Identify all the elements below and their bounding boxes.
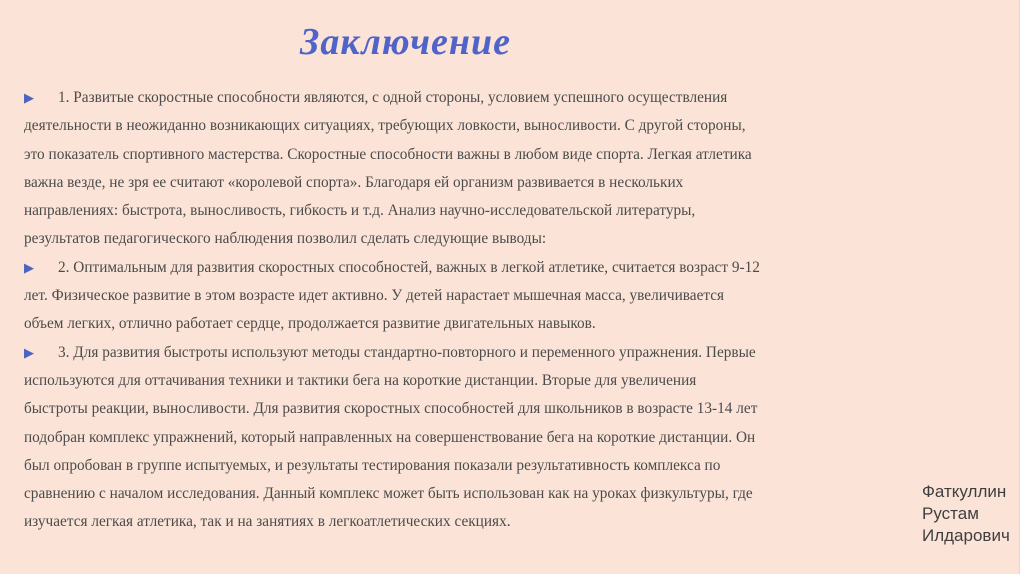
- author-name: [922, 481, 1010, 547]
- author-patronymic: Илдарович: [922, 526, 1010, 545]
- bullet-3-line-3: быстроты реакции, выносливости. Для развития скоростных способностей для школьников в возрасте 13-14 лет: [24, 400, 758, 418]
- author-first-name: Рустам: [922, 504, 979, 523]
- bullet-2-first-line: 2. Оптимальным для развития скоростных способностей, важных в легкой атлетике, считается возраст 9-12: [58, 258, 760, 276]
- author-surname: Фаткуллин: [922, 482, 1007, 501]
- bullet-1-line-6: результатов педагогического наблюдения позволил сделать следующие выводы:: [24, 230, 547, 248]
- bullet-3-line-6: сравнению с началом исследования. Данный комплекс может быть использован как на уроках физкультуры, где: [24, 485, 753, 503]
- conclusion-bullet-2: [24, 254, 860, 339]
- bullet-3-line-2: используются для оттачивания техники и тактики бега на короткие дистанции. Вторые для увеличения: [24, 371, 697, 389]
- bullet-2-line-3: объем легких, отлично работает сердце, продолжается развитие двигательных навыков.: [24, 315, 596, 333]
- bullet-1-line-2: деятельности в неожиданно возникающих ситуациях, требующих ловкости, выносливости. С другой стороны,: [24, 117, 746, 135]
- slide-edge-divider: [1019, 0, 1024, 574]
- conclusion-bullet-3: [24, 339, 860, 537]
- bullet-marker-icon: ▶: [24, 344, 34, 360]
- bullet-3-first-line: 3. Для развития быстроты используют методы стандартно-повторного и переменного упражнения. Первые: [58, 343, 756, 361]
- bullet-3-line-4: подобран комплекс упражнений, который направленных на совершенствование бега на короткие дистанции. Он: [24, 428, 756, 446]
- bullet-1-line-3: это показатель спортивного мастерства. Скоростные способности важны в любом виде спорта. Легкая атлетика: [24, 145, 752, 163]
- bullet-marker-icon: ▶: [24, 90, 34, 105]
- bullet-3-line-5: был опробован в группе испытуемых, и результаты тестирования показали результативность комплекса по: [24, 456, 721, 474]
- bullet-1-line-4: важна везде, не зря ее считают «королевой спорта». Благодаря ей организм развивается в нескольких: [24, 173, 684, 191]
- slide-title: Заключение: [300, 21, 512, 63]
- bullet-1-first-line: 1. Развитые скоростные способности являются, с одной стороны, условием успешного осуществления: [58, 89, 728, 106]
- conclusion-bullet-1: [24, 84, 860, 254]
- bullet-marker-icon: ▶: [24, 259, 34, 275]
- conclusion-content: [24, 84, 860, 537]
- bullet-1-line-5: направлениях: быстрота, выносливость, гибкость и т.д. Анализ научно-исследовательской литературы,: [24, 202, 696, 220]
- bullet-3-line-7: изучается легкая атлетика, так и на занятиях в легкоатлетических секциях.: [24, 513, 511, 531]
- bullet-2-line-2: лет. Физическое развитие в этом возрасте идет активно. У детей нарастает мышечная масса, увеличивается: [24, 287, 725, 305]
